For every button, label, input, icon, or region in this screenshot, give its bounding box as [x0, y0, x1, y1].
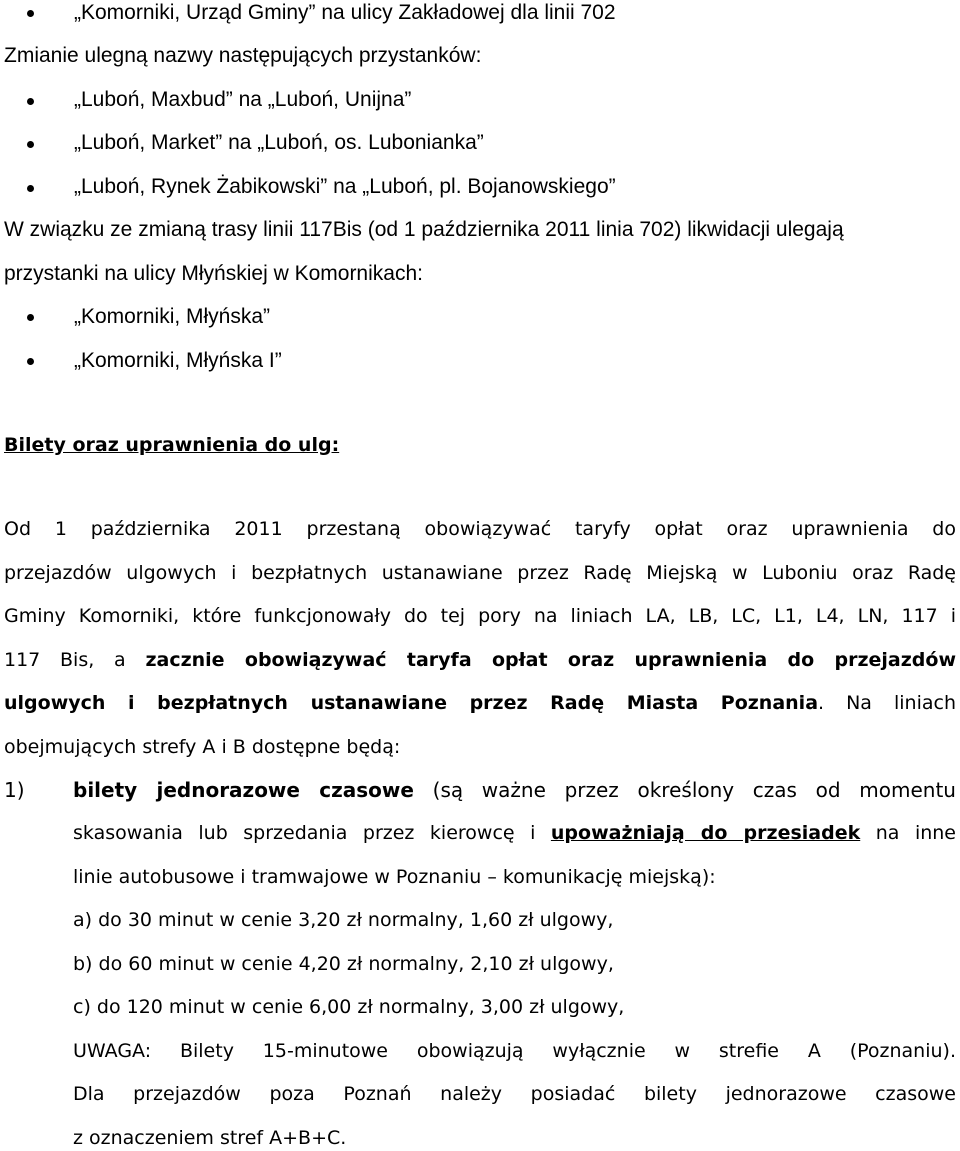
- paragraph-bold-text: zacznie obowiązywać taryfa opłat oraz uprawnienia do przejazdów: [145, 649, 957, 671]
- ticket-item-line: [73, 777, 956, 803]
- ticket-item-text: na inne: [875, 822, 957, 844]
- list-number: 1): [4, 778, 25, 802]
- bullet-icon: [27, 10, 34, 17]
- ticket-item-line: z oznaczeniem stref A+B+C.: [73, 1127, 347, 1149]
- ticket-item-line: linie autobusowe i tramwajowe w Poznaniu – komunikację miejską):: [73, 866, 716, 888]
- removal-intro: W związku ze zmianą trasy linii 117Bis (od 1 października 2011 linia 702) likwidacji ulegają: [4, 218, 844, 241]
- stop-list-item: „Luboń, Rynek Żabikowski” na „Luboń, pl. Bojanowskiego”: [74, 175, 616, 198]
- paragraph-bold-text: ulgowych i bezpłatnych ustanawiane przez Radę Miasta Poznania: [4, 692, 819, 714]
- bullet-icon: [27, 98, 34, 105]
- ticket-item-line: [73, 820, 956, 846]
- stop-list-item: „Komorniki, Młyńska I”: [74, 349, 282, 372]
- stop-list-item: „Komorniki, Młyńska”: [74, 305, 271, 328]
- paragraph-line: Gminy Komorniki, które funkcjonowały do tej pory na liniach LA, LB, LC, L1, L4, LN, 117 i: [4, 605, 956, 627]
- paragraph-line: [4, 690, 956, 716]
- ticket-item-text: (są ważne przez określony czas od momentu: [432, 778, 956, 802]
- ticket-item-text: skasowania lub sprzedania przez kierowcę i: [73, 822, 536, 844]
- price-line: c) do 120 minut w cenie 6,00 zł normalny, 3,00 zł ulgowy,: [73, 996, 625, 1018]
- price-line: a) do 30 minut w cenie 3,20 zł normalny, 1,60 zł ulgowy,: [73, 909, 614, 931]
- paragraph-line: Od 1 października 2011 przestaną obowiązywać taryfy opłat oraz uprawnienia do: [4, 518, 956, 540]
- paragraph-text: . Na liniach: [818, 692, 956, 714]
- bullet-icon: [27, 185, 34, 192]
- section-heading: Bilety oraz uprawnienia do ulg:: [4, 434, 340, 456]
- warning-line: UWAGA: Bilety 15-minutowe obowiązują wyłącznie w strefie A (Poznaniu).: [73, 1040, 956, 1062]
- stop-list-item: „Komorniki, Urząd Gminy” na ulicy Zakładowej dla linii 702: [74, 1, 616, 24]
- transfer-note-bold: upoważniają do przesiadek: [550, 822, 861, 844]
- price-line: b) do 60 minut w cenie 4,20 zł normalny, 2,10 zł ulgowy,: [73, 953, 614, 975]
- paragraph-text: 117 Bis, a: [4, 649, 126, 671]
- paragraph-line: [4, 647, 956, 673]
- stop-list-item: „Luboń, Maxbud” na „Luboń, Unijna”: [74, 88, 412, 111]
- paragraph-line: przejazdów ulgowych i bezpłatnych ustanawiane przez Radę Miejską w Luboniu oraz Radę: [4, 562, 956, 584]
- stop-list-item: „Luboń, Market” na „Luboń, os. Lubonianka”: [74, 131, 484, 154]
- rename-intro: Zmianie ulegną nazwy następujących przystanków:: [4, 44, 482, 67]
- bullet-icon: [27, 358, 34, 365]
- paragraph-line: obejmujących strefy A i B dostępne będą:: [4, 736, 401, 758]
- removal-intro: przystanki na ulicy Młyńskiej w Komornikach:: [4, 262, 423, 285]
- ticket-type-bold: bilety jednorazowe czasowe: [73, 778, 414, 802]
- ticket-item-line: Dla przejazdów poza Poznań należy posiadać bilety jednorazowe czasowe: [73, 1083, 956, 1105]
- bullet-icon: [27, 141, 34, 148]
- bullet-icon: [27, 314, 34, 321]
